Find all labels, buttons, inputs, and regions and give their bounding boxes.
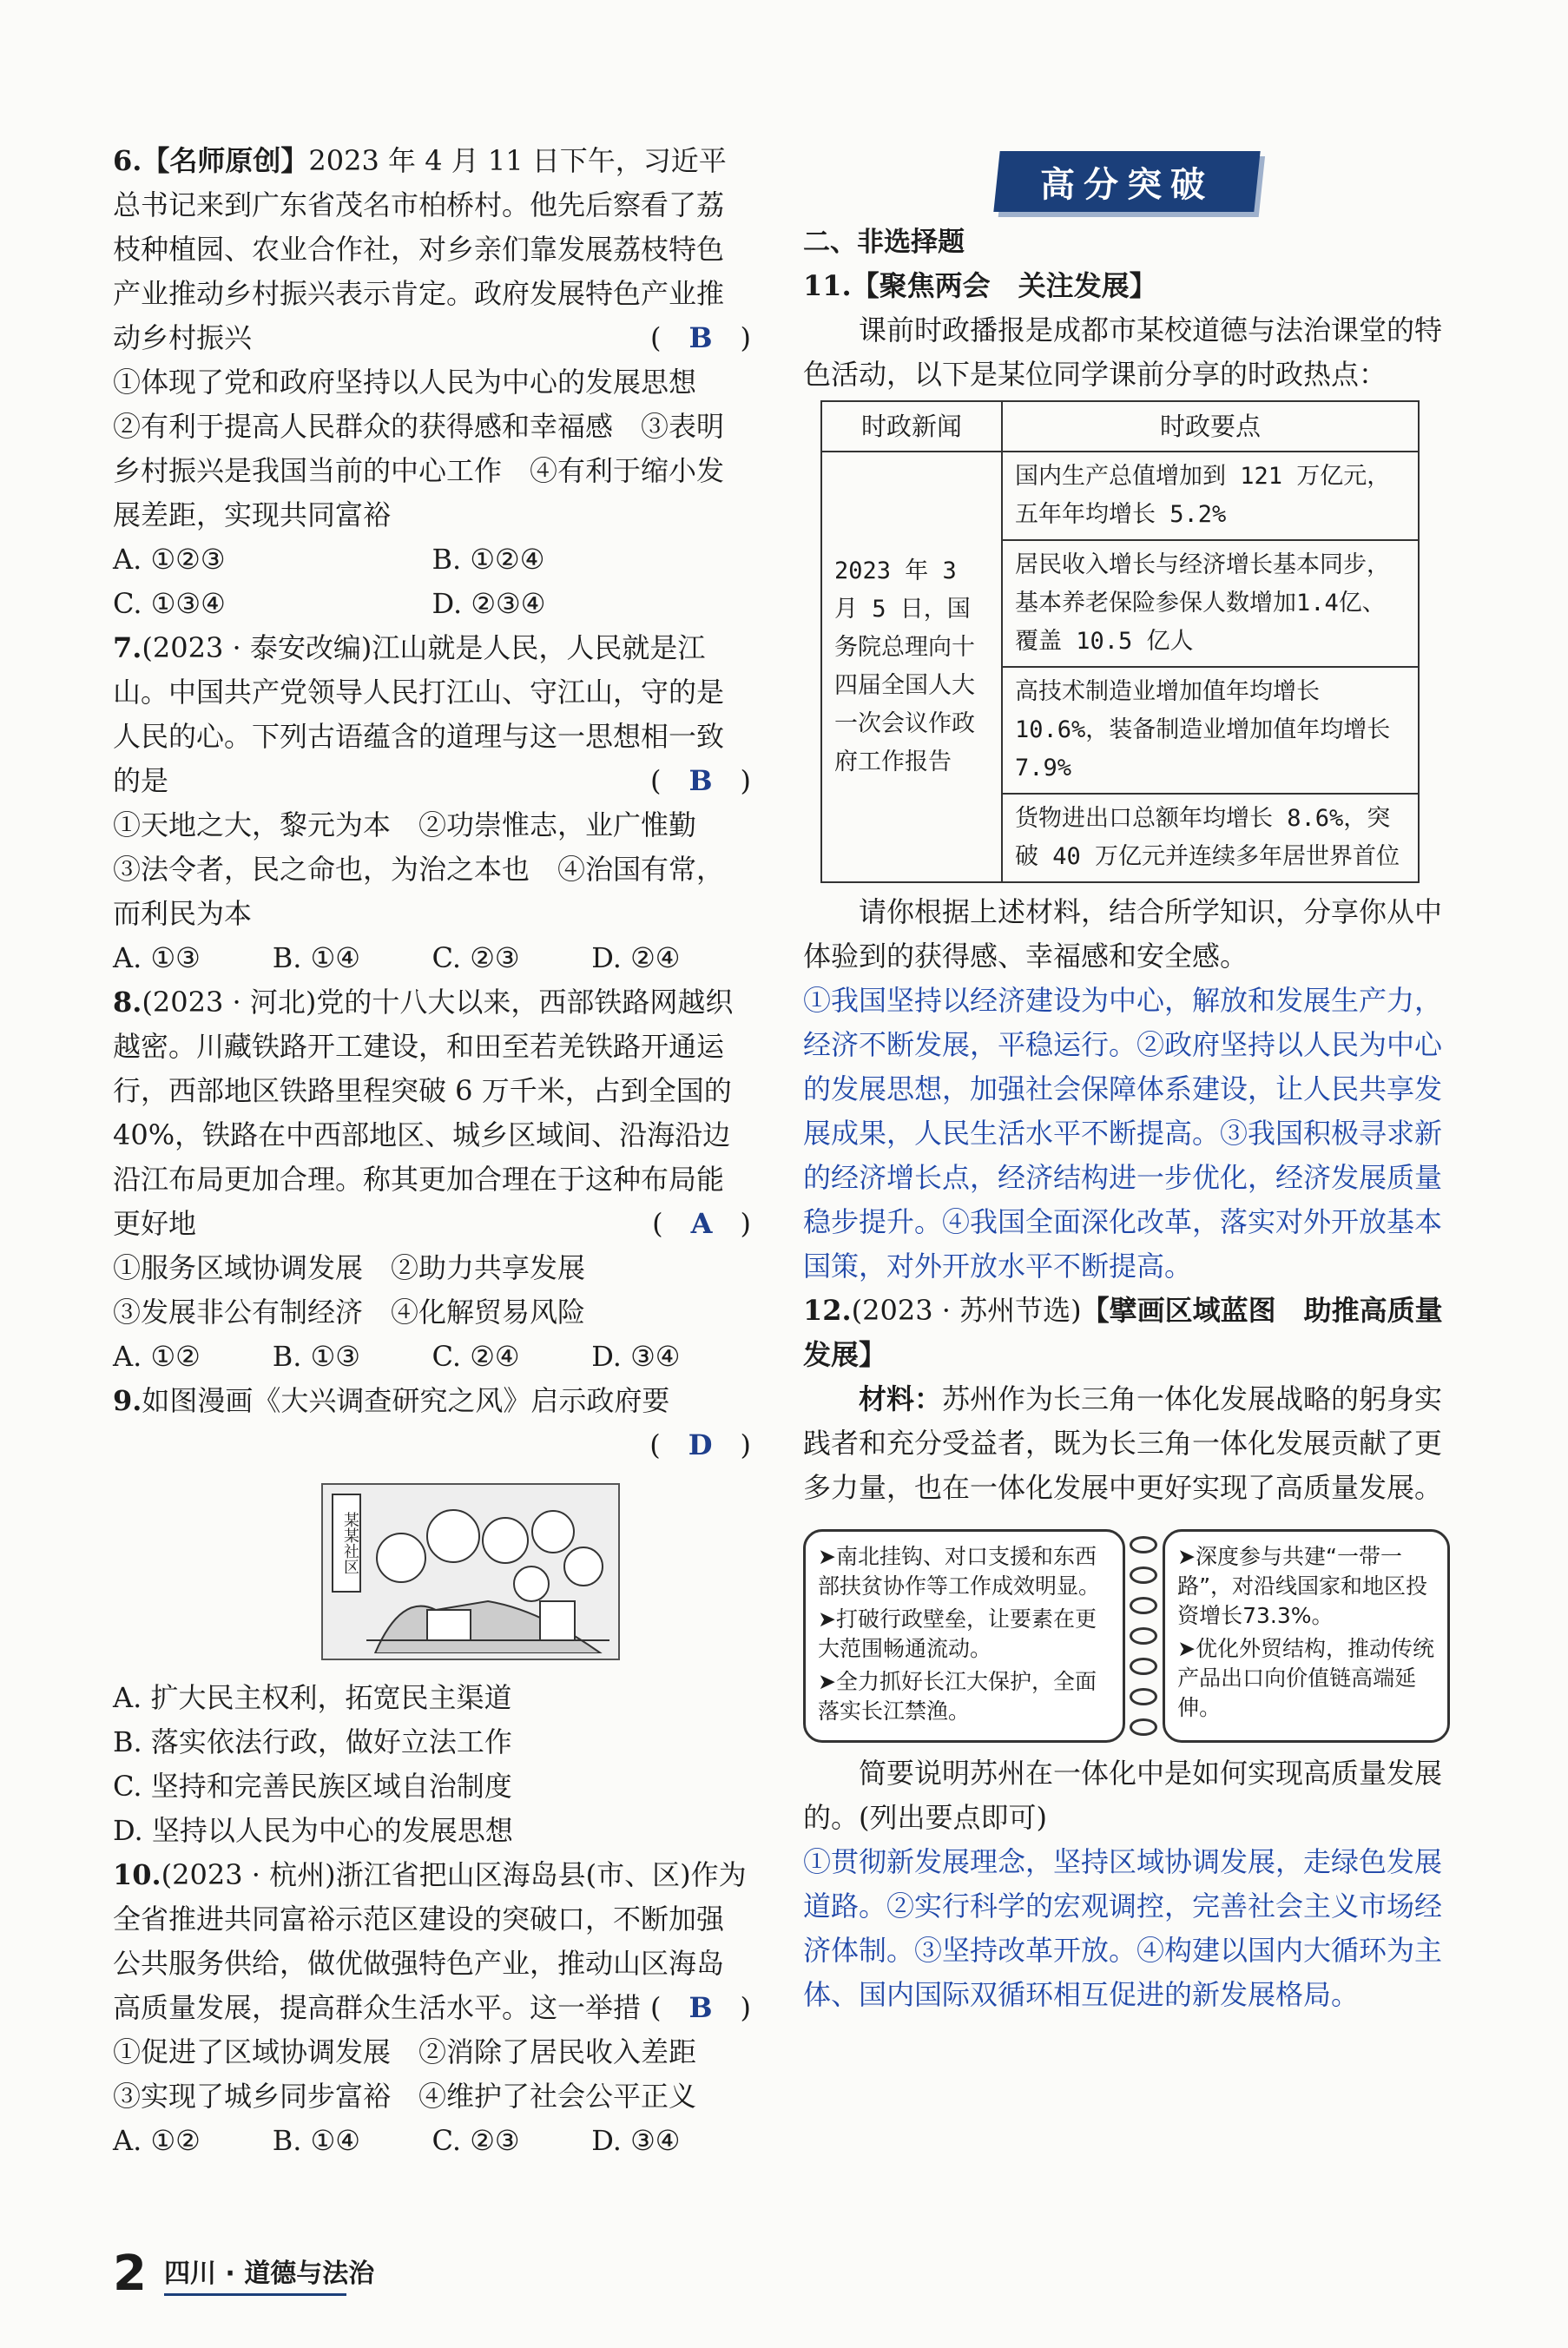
material-text: 苏州作为长三角一体化发展战略的躬身实践者和充分受益者，既为长三角一体化发展贡献了更多力量，也在一体化发展中更好实现了高质量发展。 <box>803 1382 1443 1504</box>
option-a: A. ①② <box>113 1340 201 1373</box>
page-footer <box>113 2246 374 2302</box>
page-number: 2 <box>113 2246 147 2302</box>
question-7-options <box>113 936 751 980</box>
question-8-stem <box>113 980 751 1246</box>
notebook-item: ➤深度参与共建“一带一路”，对沿线国家和地区投资增长73.3%。 <box>1177 1544 1428 1628</box>
question-10-statements: ①促进了区域协调发展 ②消除了居民收入差距 ③实现了城乡同步富裕 ④维护了社会公平正义 <box>113 2035 725 2113</box>
current-affairs-table <box>820 400 1420 883</box>
option-c: C. ①③④ <box>113 587 226 620</box>
ring-icon <box>1130 1597 1157 1614</box>
answer-parenthesis: ( D ) <box>649 1428 751 1461</box>
option-b: B. 落实依法行政，做好立法工作 <box>113 1725 512 1758</box>
answer-parenthesis: ( B ) <box>649 321 751 354</box>
option-b: B. ①②④ <box>432 543 545 576</box>
question-12-header <box>803 1289 1450 1377</box>
section-banner: 高分突破 <box>993 151 1260 212</box>
right-column <box>803 139 1450 2017</box>
question-stem: 如图漫画《大兴调查研究之风》启示政府要 <box>142 1384 670 1417</box>
footer-underline <box>164 2293 346 2296</box>
ring-icon <box>1130 1627 1157 1645</box>
question-number: 10. <box>113 1858 161 1891</box>
question-6-stem <box>113 139 751 360</box>
table-row <box>821 452 1419 540</box>
question-6 <box>113 139 751 626</box>
news-cell: 2023 年 3 月 5 日，国务院总理向十四届全国人大一次会议作政府工作报告 <box>821 452 1002 882</box>
notebook-item: ➤南北挂钩、对口支援和东西部扶贫协作等工作成效明显。 <box>818 1544 1101 1599</box>
question-stem: 2023 年 4 月 11 日下午，习近平总书记来到广东省茂名市柏桥村。他先后察看了荔枝种植园、农业合作社，对乡亲们靠发展荔枝特色产业推动乡村振兴表示肯定。政府发展特色产业推动乡村振兴 <box>113 144 727 354</box>
option-d: D. ③④ <box>591 2124 681 2157</box>
notebook-illustration <box>803 1529 1450 1743</box>
option-c: C. ②③ <box>432 2124 520 2157</box>
question-9 <box>113 1379 751 1853</box>
question-10-options <box>113 2119 751 2163</box>
answer-parenthesis: ( B ) <box>649 764 751 797</box>
point-cell: 货物进出口总额年均增长 8.6%，突破 40 万亿元并连续多年居世界首位 <box>1002 794 1419 882</box>
option-d: D. ②④ <box>591 941 681 974</box>
cartoon-illustration <box>321 1483 620 1660</box>
answer-parenthesis: ( A ) <box>652 1207 751 1240</box>
point-cell: 居民收入增长与经济增长基本同步，基本养老保险参保人数增加1.4亿、覆盖 10.5 亿人 <box>1002 540 1419 667</box>
question-12 <box>803 1289 1450 2017</box>
option-d: D. 坚持以人民为中心的发展思想 <box>113 1814 513 1847</box>
question-stem: 党的十八大以来，西部铁路网越织越密。川藏铁路开工建设，和田至若羌铁路开通运行，西部地区铁路里程突破 6 万千米，占到全国的 40%，铁路在中西部地区、城乡区域间、沿海沿边沿江布局更加合理。称其更加合理在于这种布局能更好地 <box>113 986 734 1240</box>
ring-icon <box>1130 1566 1157 1584</box>
question-tag: 【名师原创】 <box>142 144 309 177</box>
option-c: C. 坚持和完善民族区域自治制度 <box>113 1770 512 1803</box>
question-12-answer: ①贯彻新发展理念，坚持区域协调发展，走绿色发展道路。②实行科学的宏观调控，完善社会主义市场经济体制。③坚持改革开放。④构建以国内大循环为主体、国内国际双循环相互促进的新发展格局。 <box>803 1845 1443 2011</box>
notebook-item: ➤优化外贸结构，推动传统产品出口向价值链高端延伸。 <box>1177 1636 1435 1720</box>
question-6-statements: ①体现了党和政府坚持以人民为中心的发展思想 ②有利于提高人民群众的获得感和幸福感 ③表明乡村振兴是我国当前的中心工作 ④有利于缩小发展差距，实现共同富裕 <box>113 366 725 531</box>
question-number: 8. <box>113 986 142 1019</box>
point-cell: 国内生产总值增加到 121 万亿元，五年年均增长 5.2% <box>1002 452 1419 540</box>
ring-icon <box>1130 1718 1157 1736</box>
option-d: D. ③④ <box>591 1340 681 1373</box>
left-column <box>113 139 751 2163</box>
option-b: B. ①④ <box>272 941 360 974</box>
people-crowd-drawing <box>366 1497 609 1653</box>
option-b: B. ①④ <box>272 2124 360 2157</box>
option-c: C. ②④ <box>432 1340 520 1373</box>
question-8-statements-line2: ③发展非公有制经济 ④化解贸易风险 <box>113 1296 586 1329</box>
table-header: 时政要点 <box>1002 401 1419 452</box>
answer-letter: B <box>688 1991 713 2024</box>
answer-letter: A <box>690 1207 713 1240</box>
option-c: C. ②③ <box>432 941 520 974</box>
ring-icon <box>1130 1658 1157 1675</box>
question-tag: 【聚焦两会 关注发展】 <box>851 269 1157 302</box>
question-7-stem <box>113 626 751 803</box>
notebook-item: ➤打破行政壁垒，让要素在更大范围畅通流动。 <box>818 1606 1097 1661</box>
question-stem: 江山就是人民，人民就是江山。中国共产党领导人民打江山、守江山，守的是人民的心。下列古语蕴含的道理与这一思想相一致的是 <box>113 631 725 797</box>
option-b: B. ①③ <box>272 1340 360 1373</box>
question-7-statements: ①天地之大，黎元为本 ②功崇惟志，业广惟勤 ③法令者，民之命也，为治之本也 ④治国有常，而利民为本 <box>113 808 725 930</box>
option-a: A. ①③ <box>113 941 201 974</box>
question-9-stem <box>113 1379 751 1423</box>
answer-parenthesis: ( B ) <box>649 1991 751 2024</box>
question-number: 6. <box>113 144 142 177</box>
ring-icon <box>1130 1688 1157 1705</box>
question-7 <box>113 626 751 980</box>
question-source: (2023 · 苏州节选) <box>851 1294 1082 1327</box>
question-8-statements-line1: ①服务区域协调发展 ②助力共享发展 <box>113 1251 586 1284</box>
question-10-stem <box>113 1853 751 2030</box>
material-label: 材料： <box>859 1382 943 1415</box>
answer-letter: D <box>688 1428 713 1461</box>
community-sign: 某某社区 <box>332 1494 361 1593</box>
table-header: 时政新闻 <box>821 401 1002 452</box>
question-11-header <box>803 264 1450 308</box>
notebook-left-page <box>803 1529 1125 1743</box>
question-source: (2023 · 杭州) <box>161 1858 336 1891</box>
question-11-intro: 课前时政播报是成都市某校道德与法治课堂的特色活动，以下是某位同学课前分享的时政热点： <box>803 313 1443 391</box>
question-number: 7. <box>113 631 142 664</box>
question-source: (2023 · 泰安改编) <box>142 631 372 664</box>
question-11-answer: ①我国坚持以经济建设为中心，解放和发展生产力，经济不断发展，平稳运行。②政府坚持以人民为中心的发展思想，加强社会保障体系建设，让人民共享发展成果，人民生活水平不断提高。③我国积极寻求新的经济增长点，经济结构进一步优化，经济发展质量稳步提升。④我国全面深化改革，落实对外开放基本国策，对外开放水平不断提高。 <box>803 984 1443 1283</box>
answer-letter: B <box>688 764 713 797</box>
question-11 <box>803 264 1450 1289</box>
section-title: 二、非选择题 <box>803 227 965 258</box>
question-number: 11. <box>803 269 852 302</box>
question-8-options <box>113 1335 751 1379</box>
ring-icon <box>1130 1536 1157 1553</box>
option-a: A. ①② <box>113 2124 201 2157</box>
notebook-item: ➤全力抓好长江大保护，全面落实长江禁渔。 <box>818 1669 1097 1724</box>
footer-label-wrap <box>164 2252 374 2296</box>
question-11-prompt: 请你根据上述材料，结合所学知识，分享你从中体验到的获得感、幸福感和安全感。 <box>803 895 1443 973</box>
notebook-right-page <box>1163 1529 1450 1743</box>
question-6-options-row2 <box>113 582 751 626</box>
option-a: A. ①②③ <box>113 543 226 576</box>
question-number: 9. <box>113 1384 142 1417</box>
footer-label: 四川 · 道德与法治 <box>163 2259 375 2289</box>
question-6-options <box>113 538 751 582</box>
answer-letter: B <box>688 321 713 354</box>
question-8 <box>113 980 751 1379</box>
question-stem: 浙江省把山区海岛县(市、区)作为全省推进共同富裕示范区建设的突破口，不断加强公共服务供给，做优做强特色产业，推动山区海岛高质量发展，提高群众生活水平。这一举措 <box>113 1858 747 2024</box>
point-cell: 高技术制造业增加值年均增长10.6%，装备制造业增加值年均增长 7.9% <box>1002 667 1419 794</box>
question-number: 12. <box>803 1294 852 1327</box>
notebook-rings <box>1125 1529 1163 1743</box>
question-12-prompt: 简要说明苏州在一体化中是如何实现高质量发展的。(列出要点即可) <box>803 1757 1443 1834</box>
question-10 <box>113 1853 751 2163</box>
question-source: (2023 · 河北) <box>142 986 317 1019</box>
question-tag: 【擘画区域蓝图 助推高质量发展】 <box>803 1294 1443 1371</box>
option-a: A. 扩大民主权利，拓宽民主渠道 <box>113 1681 512 1714</box>
option-d: D. ②③④ <box>432 587 546 620</box>
table-header-row <box>821 401 1419 452</box>
question-12-material <box>803 1377 1450 1510</box>
